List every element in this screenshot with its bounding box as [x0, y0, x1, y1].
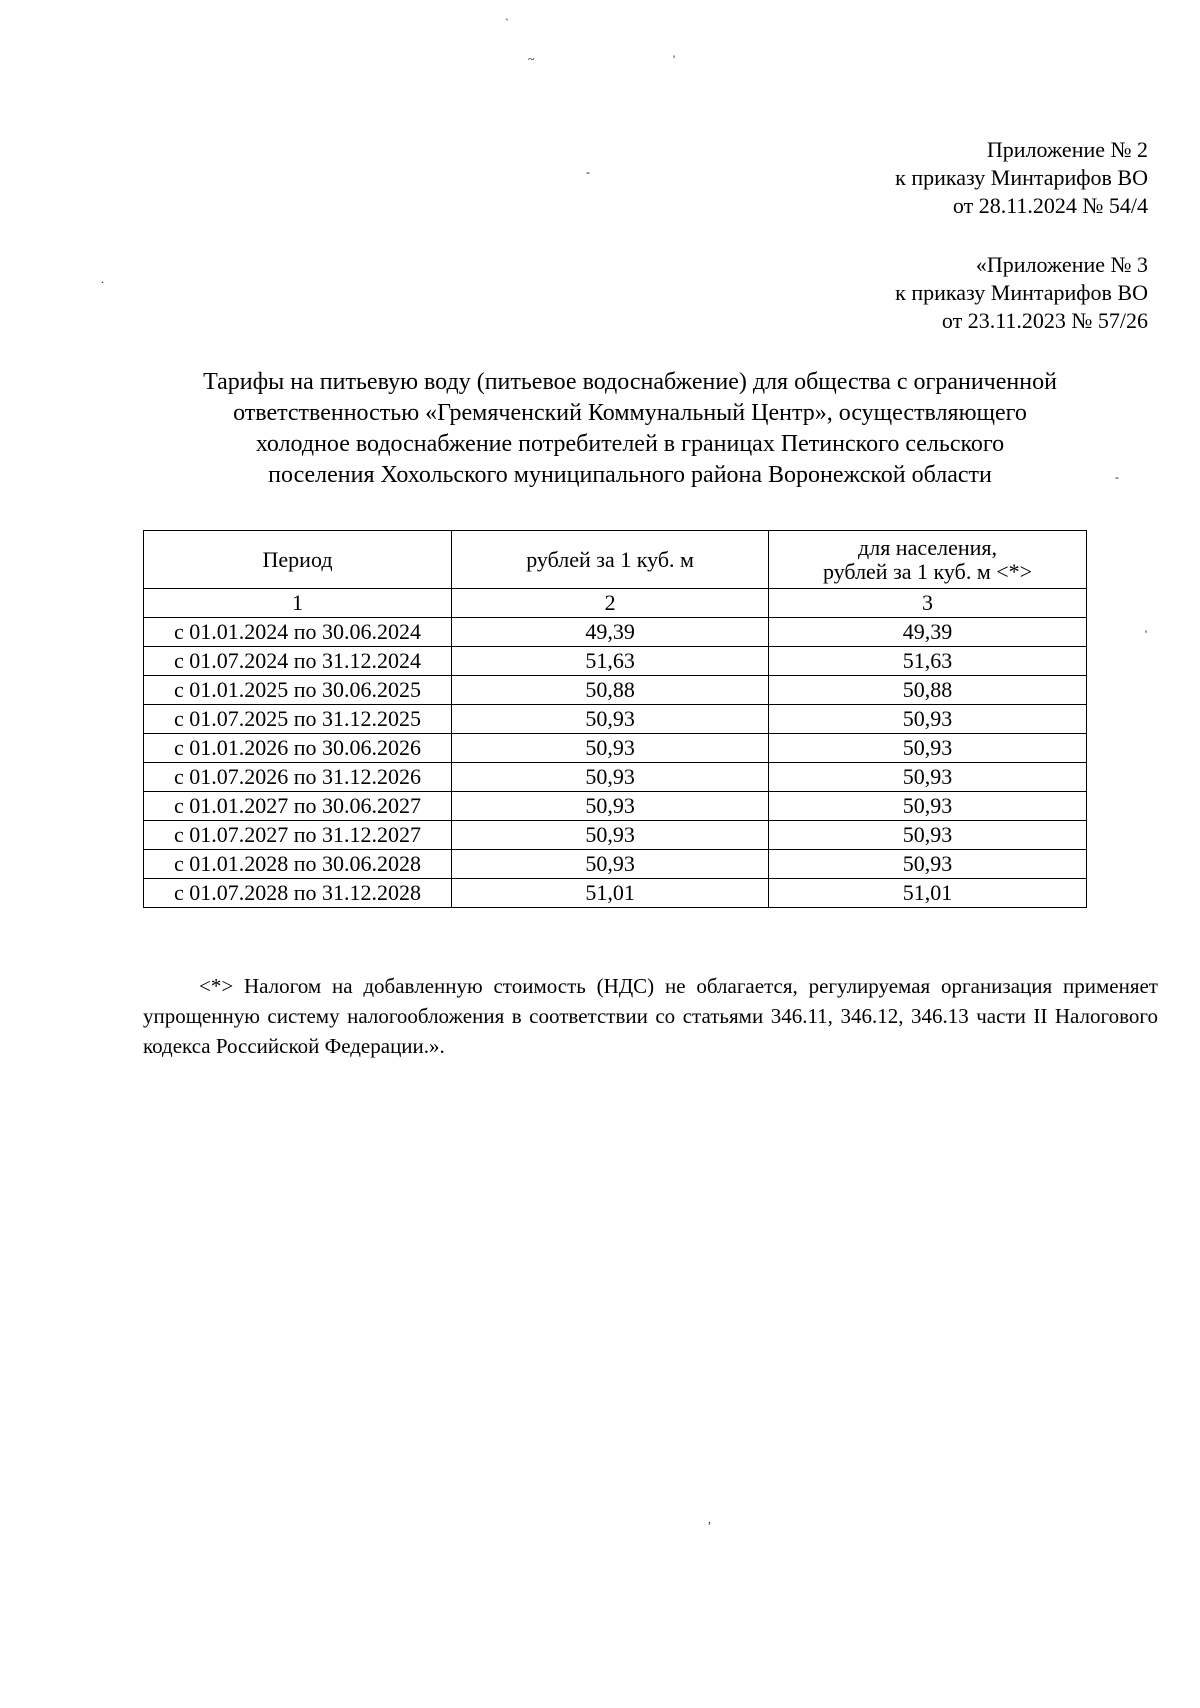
scan-speck: -: [1115, 470, 1119, 484]
title-line: поселения Хохольского муниципального района Воронежской области: [268, 462, 992, 488]
table-row: [144, 734, 1087, 763]
header-population-rate: [769, 531, 1087, 589]
table-row: [144, 850, 1087, 879]
header-population-line: рублей за 1 куб. м <*>: [823, 558, 1033, 584]
table-header-row: [144, 531, 1087, 589]
cell-population-rate: 50,93: [769, 763, 1087, 792]
cell-period: с 01.01.2026 по 30.06.2026: [144, 734, 452, 763]
cell-rate: 49,39: [452, 618, 769, 647]
cell-period: с 01.07.2024 по 31.12.2024: [144, 647, 452, 676]
title-line: Тарифы на питьевую воду (питьевое водоснабжение) для общества с ограниченной: [203, 369, 1057, 395]
cell-rate: 50,93: [452, 705, 769, 734]
scan-speck: ': [1145, 627, 1148, 641]
title-line: холодное водоснабжение потребителей в границах Петинского сельского: [255, 431, 1005, 457]
cell-period: с 01.07.2026 по 31.12.2026: [144, 763, 452, 792]
attachment-order-date: от 23.11.2023 № 57/26: [941, 308, 1148, 333]
table-row: [144, 763, 1087, 792]
table-row: [144, 792, 1087, 821]
cell-population-rate: 50,88: [769, 676, 1087, 705]
attachment-number: «Приложение № 3: [975, 252, 1148, 277]
header-population-line: для населения,: [858, 534, 998, 560]
cell-period: с 01.01.2027 по 30.06.2027: [144, 792, 452, 821]
table-row: [144, 821, 1087, 850]
table-row: [144, 676, 1087, 705]
cell-population-rate: 50,93: [769, 850, 1087, 879]
cell-rate: 50,93: [452, 763, 769, 792]
cell-population-rate: 51,01: [769, 879, 1087, 908]
scan-speck: .: [101, 272, 104, 286]
table-row: [144, 879, 1087, 908]
attachment-header-current: [895, 136, 1148, 220]
scan-speck: -: [586, 165, 590, 179]
cell-rate: 50,93: [452, 792, 769, 821]
attachment-number: Приложение № 2: [986, 137, 1148, 162]
attachment-order-ref: к приказу Минтарифов ВО: [895, 280, 1148, 305]
document-title: [130, 367, 1130, 491]
attachment-order-ref: к приказу Минтарифов ВО: [895, 165, 1148, 190]
attachment-header-previous: [895, 251, 1148, 335]
cell-period: с 01.07.2027 по 31.12.2027: [144, 821, 452, 850]
cell-rate: 50,93: [452, 734, 769, 763]
header-period: Период: [144, 531, 452, 589]
cell-rate: 51,01: [452, 879, 769, 908]
scan-speck: ,: [708, 1512, 711, 1526]
cell-population-rate: 51,63: [769, 647, 1087, 676]
cell-period: с 01.07.2025 по 31.12.2025: [144, 705, 452, 734]
column-number: 3: [769, 589, 1087, 618]
cell-rate: 50,93: [452, 850, 769, 879]
cell-period: с 01.01.2025 по 30.06.2025: [144, 676, 452, 705]
scan-speck: `: [505, 16, 509, 30]
footnote-vat: <*> Налогом на добавленную стоимость (НДС) не облагается, регулируемая организация применяет упрощенную систему налогообложения в соответствии со статьями 346.11, 346.12, 346.13 части II Налогового кодекса Российской Федерации.».: [143, 974, 1158, 1058]
table-row: [144, 618, 1087, 647]
title-line: ответственностью «Гремяченский Коммунальный Центр», осуществляющего: [233, 400, 1027, 426]
table-row: [144, 705, 1087, 734]
table-row: [144, 647, 1087, 676]
scan-speck: ': [673, 52, 676, 66]
cell-period: с 01.07.2028 по 31.12.2028: [144, 879, 452, 908]
tariffs-table: [143, 530, 1087, 908]
header-rate: рублей за 1 куб. м: [452, 531, 769, 589]
cell-period: с 01.01.2028 по 30.06.2028: [144, 850, 452, 879]
cell-population-rate: 50,93: [769, 821, 1087, 850]
cell-population-rate: 49,39: [769, 618, 1087, 647]
cell-population-rate: 50,93: [769, 705, 1087, 734]
column-number-row: [144, 589, 1087, 618]
cell-rate: 51,63: [452, 647, 769, 676]
cell-population-rate: 50,93: [769, 792, 1087, 821]
column-number: 1: [144, 589, 452, 618]
cell-period: с 01.01.2024 по 30.06.2024: [144, 618, 452, 647]
scan-speck: ~: [528, 52, 535, 66]
cell-rate: 50,93: [452, 821, 769, 850]
attachment-order-date: от 28.11.2024 № 54/4: [952, 193, 1148, 218]
cell-rate: 50,88: [452, 676, 769, 705]
column-number: 2: [452, 589, 769, 618]
cell-population-rate: 50,93: [769, 734, 1087, 763]
